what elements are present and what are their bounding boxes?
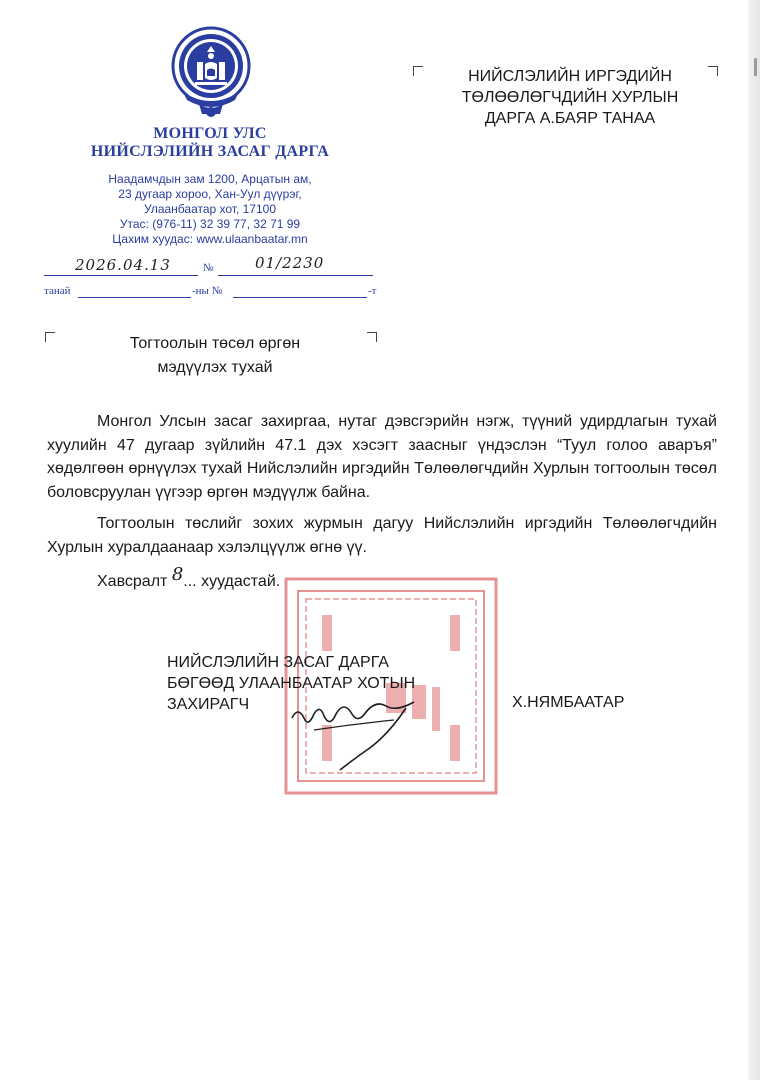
- attachment-line: Хавсралт 8... хуудастай.: [97, 564, 281, 590]
- handwritten-signature-icon: [284, 690, 424, 772]
- signer-title-line3: ЗАХИРАГЧ: [167, 696, 250, 713]
- website-line: Цахим хуудас: www.ulaanbaatar.mn: [112, 232, 308, 246]
- edge-mark: [754, 58, 757, 76]
- attachment-suffix: хуудастай.: [201, 573, 281, 590]
- body-paragraph: Монгол Улсын засаг захиргаа, нутаг дэвсгэрийн нэгж, түүний удирдлагын тухай хуулийн 47 дугаар зүйлийн 47.1 дэх хэсэгт заасныг үндэслэн “Туул голоо аваръя” хөдөлгөөн өрнүүлэх тухай Нийслэлийн иргэдийн Төлөөлөгчдийн Хурлын тогтоолын төсөл боловсруулан үүгээр өргөн мэдүүлж байна.: [47, 413, 717, 501]
- date-underline: [44, 275, 198, 276]
- org-name-line1: МОНГОЛ УЛС: [153, 125, 267, 142]
- addressee-line1: НИЙСЛЭЛИЙН ИРГЭДИЙН: [468, 68, 672, 85]
- addressee-line2: ТӨЛӨӨЛӨГЧДИЙН ХУРЛЫН: [461, 89, 679, 106]
- subject-line2: мэдүүлэх тухай: [157, 359, 273, 376]
- org-name-line2: НИЙСЛЭЛИЙН ЗАСАГ ДАРГА: [90, 143, 330, 160]
- address-line: Улаанбаатар хот, 17100: [144, 202, 276, 216]
- signer-name: Х.НЯМБААТАР: [512, 694, 625, 711]
- page-edge: [748, 0, 760, 1080]
- body-paragraph: Тогтоолын төслийг зохих журмын дагуу Нийслэлийн иргэдийн Төлөөлөгчдийн Хурлын хуралдаанаар хэлэлцүүлж өгнө үү.: [47, 515, 717, 556]
- attachment-prefix: Хавсралт: [97, 573, 168, 590]
- signer-title-line1: НИЙСЛЭЛИЙН ЗАСАГ ДАРГА: [167, 654, 389, 671]
- number-handwritten: 01/2230: [255, 254, 325, 272]
- signer-title-line2: БӨГӨӨД УЛААНБААТАР ХОТЫН: [167, 675, 416, 692]
- reply-prefix: танай: [44, 285, 71, 297]
- phone-line: Утас: (976-11) 32 39 77, 32 71 99: [119, 217, 301, 231]
- number-label: №: [203, 262, 214, 274]
- number-underline: [218, 275, 373, 276]
- addressee-line3: ДАРГА А.БАЯР ТАНАА: [484, 110, 656, 127]
- reply-date-underline: [78, 297, 191, 298]
- subject-bracket-right: [367, 332, 377, 342]
- subject-line1: Тогтоолын төсөл өргөн: [129, 335, 301, 352]
- address-line: Наадамчдын зам 1200, Арцатын ам,: [108, 172, 312, 186]
- reply-mid: -ны №: [192, 285, 223, 297]
- subject-bracket-left: [45, 332, 55, 342]
- attachment-page-count: 8: [171, 564, 184, 585]
- state-emblem-icon: [169, 22, 253, 122]
- reply-suffix: -т: [368, 285, 377, 297]
- reply-number-underline: [233, 297, 367, 298]
- date-handwritten: 2026.04.13: [75, 256, 171, 274]
- address-line: 23 дугаар хороо, Хан-Уул дүүрэг,: [118, 187, 302, 201]
